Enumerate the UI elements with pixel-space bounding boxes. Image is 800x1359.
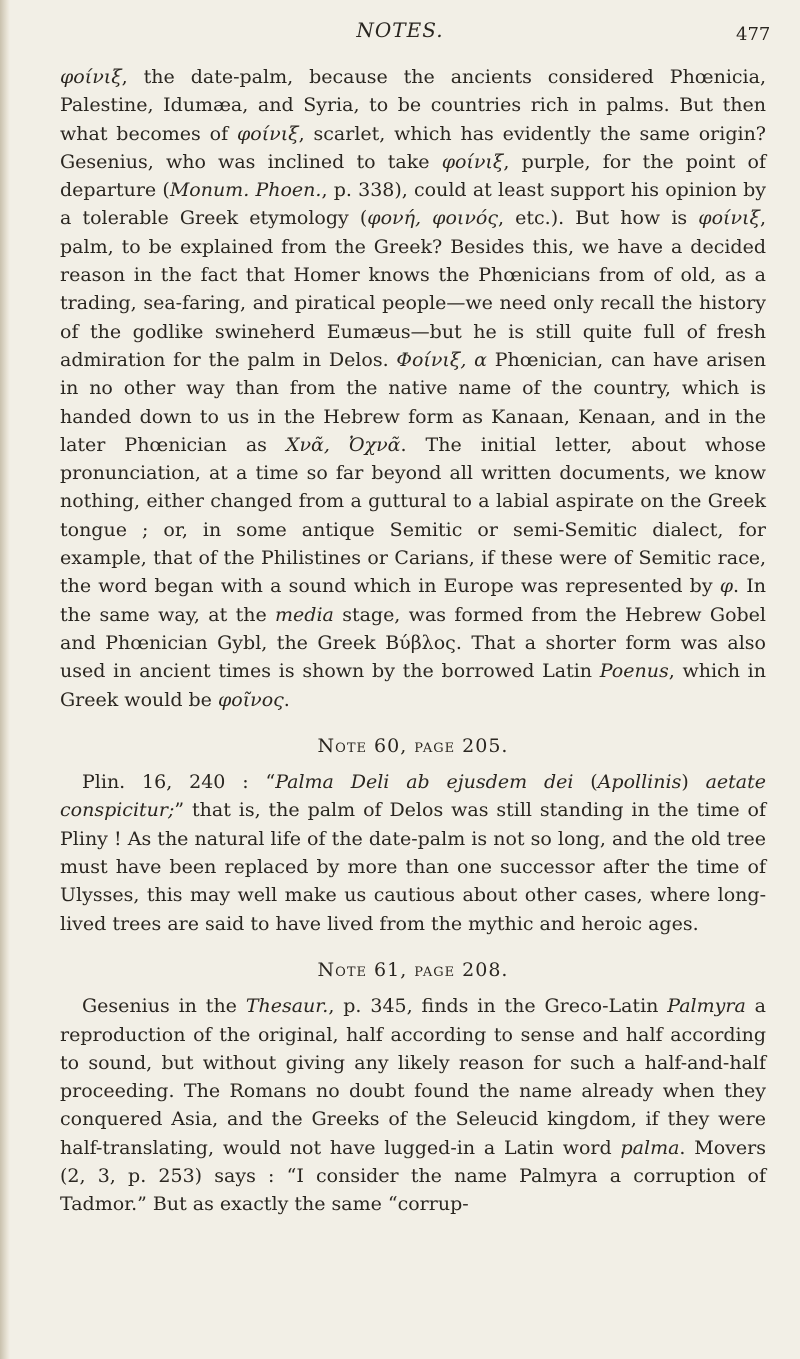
page-header — [0, 10, 800, 50]
note-61-paragraph: Gesenius in the Thesaur., p. 345, finds in the Greco-Latin Palmyra a reproduction of the original, half according to sense and half according to sound, but without giving any likely reason for such a half-and-half proceeding. The Romans no doubt found the name already when they conquered Asia, and the Greeks of the Seleucid kingdom, if they were half-translating, would not have lugged-in a Latin word palma. Movers (2, 3, p. 253) says : “I consider the name Palmyra a corruption of Tadmor.” But as exactly the same “corrup- — [60, 995, 766, 1216]
note-60-paragraph: Plin. 16, 240 : “Palma Deli ab ejusdem dei (Apollinis) aetate conspicitur;” that is, the palm of Delos was still standing in the time of Pliny ! As the natural life of the date-palm is not so long, and the old tree must have been replaced by more than one successor after the time of Ulysses, this may well make us cautious about other cases, where long-lived trees are said to have lived from the mythic and heroic ages. — [60, 771, 767, 935]
note-61-heading: Note 61, page 208. — [317, 958, 509, 981]
book-spine-shadow — [0, 0, 10, 1359]
page-number: 477 — [736, 24, 771, 45]
note-60-heading: Note 60, page 205. — [317, 734, 509, 757]
running-head: NOTES. — [356, 18, 444, 42]
page-body — [60, 63, 766, 1219]
paragraph-phoinix: φοίνιξ, the date-palm, because the ancients considered Phœnicia, Palestine, Idumæa, and Syria, to be countries rich in palms. But then what becomes of φοίνιξ, scarlet, which has evidently the same origin? Gesenius, who was inclined to take φοίνιξ, purple, for the point of departure (Monum. Phoen., p. 338), could at least support his opinion by a tolerable Greek etymology (φονή, φοινός, etc.). But how is φοίνιξ, palm, to be explained from the Greek? Besides this, we have a decided reason in the fact that Homer knows the Phœnicians from of old, as a trading, sea-faring, and piratical people—we need only recall the history of the godlike swineherd Eumæus—but he is still quite full of fresh admiration for the palm in Delos. Φοίνιξ, α Phœnician, can have arisen in no other way than from the native name of the country, which is handed down to us in the Hebrew form as Kanaan, Kenaan, and in the later Phœnician as Χνᾶ, Ὀχνᾶ. The initial letter, about whose pronunciation, at a time so far beyond all written documents, we know nothing, either changed from a guttural to a labial aspirate on the Greek tongue ; or, in some antique Semitic or semi-Semitic dialect, for example, that of the Philistines or Carians, if these were of Semitic race, the word began with a sound which in Europe was represented by φ. In the same way, at the media stage, was formed from the Hebrew Gobel and Phœnician Gybl, the Greek Βύβλος. That a shorter form was also used in ancient times is shown by the borrowed Latin Poenus, which in Greek would be φοῖνος. — [60, 66, 767, 711]
